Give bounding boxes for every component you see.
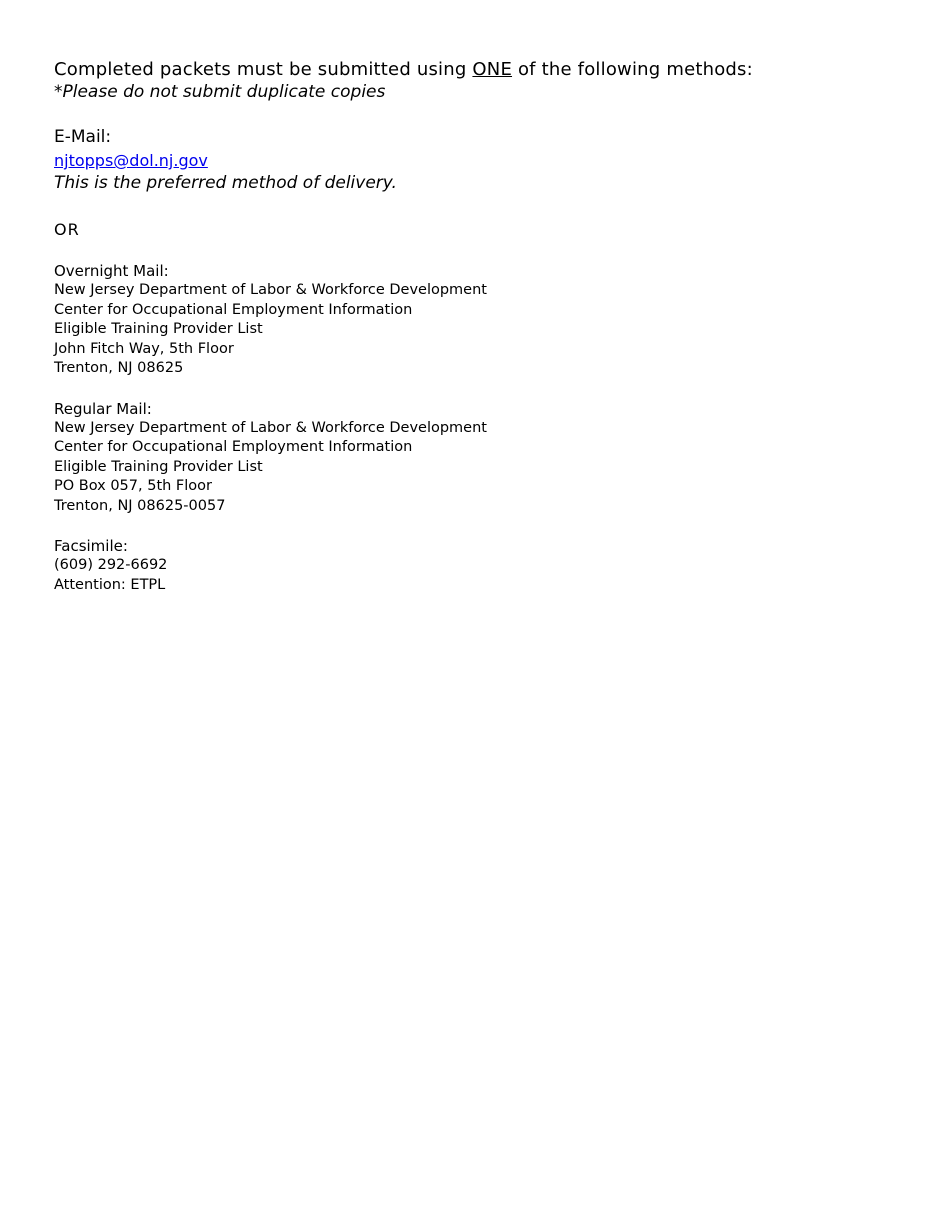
facsimile-block [54,536,914,595]
email-heading: E-Mail: [54,127,112,147]
regular-address-line: Center for Occupational Employment Information [54,439,413,455]
submission-instructions [54,58,914,81]
email-address-link[interactable]: njtopps@dol.nj.gov [54,151,208,170]
email-preferred-note: This is the preferred method of delivery. [54,173,397,193]
instructions-emphasis: ONE [472,59,513,80]
overnight-address-line: John Fitch Way, 5th Floor [54,340,234,357]
regular-mail-heading: Regular Mail: [54,399,152,418]
spacer [54,104,914,126]
overnight-address-line: Center for Occupational Employment Information [54,301,413,318]
overnight-address-line: Trenton, NJ 08625 [54,360,184,376]
fax-number: (609) 292-6692 [54,557,168,573]
spacer [54,241,914,261]
overnight-address-line: New Jersey Department of Labor & Workforce Development [54,282,487,298]
spacer [54,379,914,399]
instructions-text-before: Completed packets must be submitted using [54,59,473,80]
duplicate-copies-note: *Please do not submit duplicate copies [54,82,386,102]
overnight-mail-block [54,261,914,379]
regular-address-line: PO Box 057, 5th Floor [54,478,213,494]
regular-mail-block [54,399,914,517]
spacer [54,195,914,218]
overnight-address-line: Eligible Training Provider List [54,321,263,337]
document-page [54,58,914,595]
overnight-mail-heading: Overnight Mail: [54,262,169,280]
regular-address-line: Trenton, NJ 08625-0057 [54,497,226,514]
fax-attention: Attention: ETPL [54,576,166,593]
regular-address-line: Eligible Training Provider List [54,458,263,475]
or-separator: OR [54,220,80,239]
regular-address-line: New Jersey Department of Labor & Workforce Development [54,419,487,436]
facsimile-heading: Facsimile: [54,537,128,555]
spacer [54,516,914,536]
instructions-text-after: of the following methods: [512,59,753,80]
